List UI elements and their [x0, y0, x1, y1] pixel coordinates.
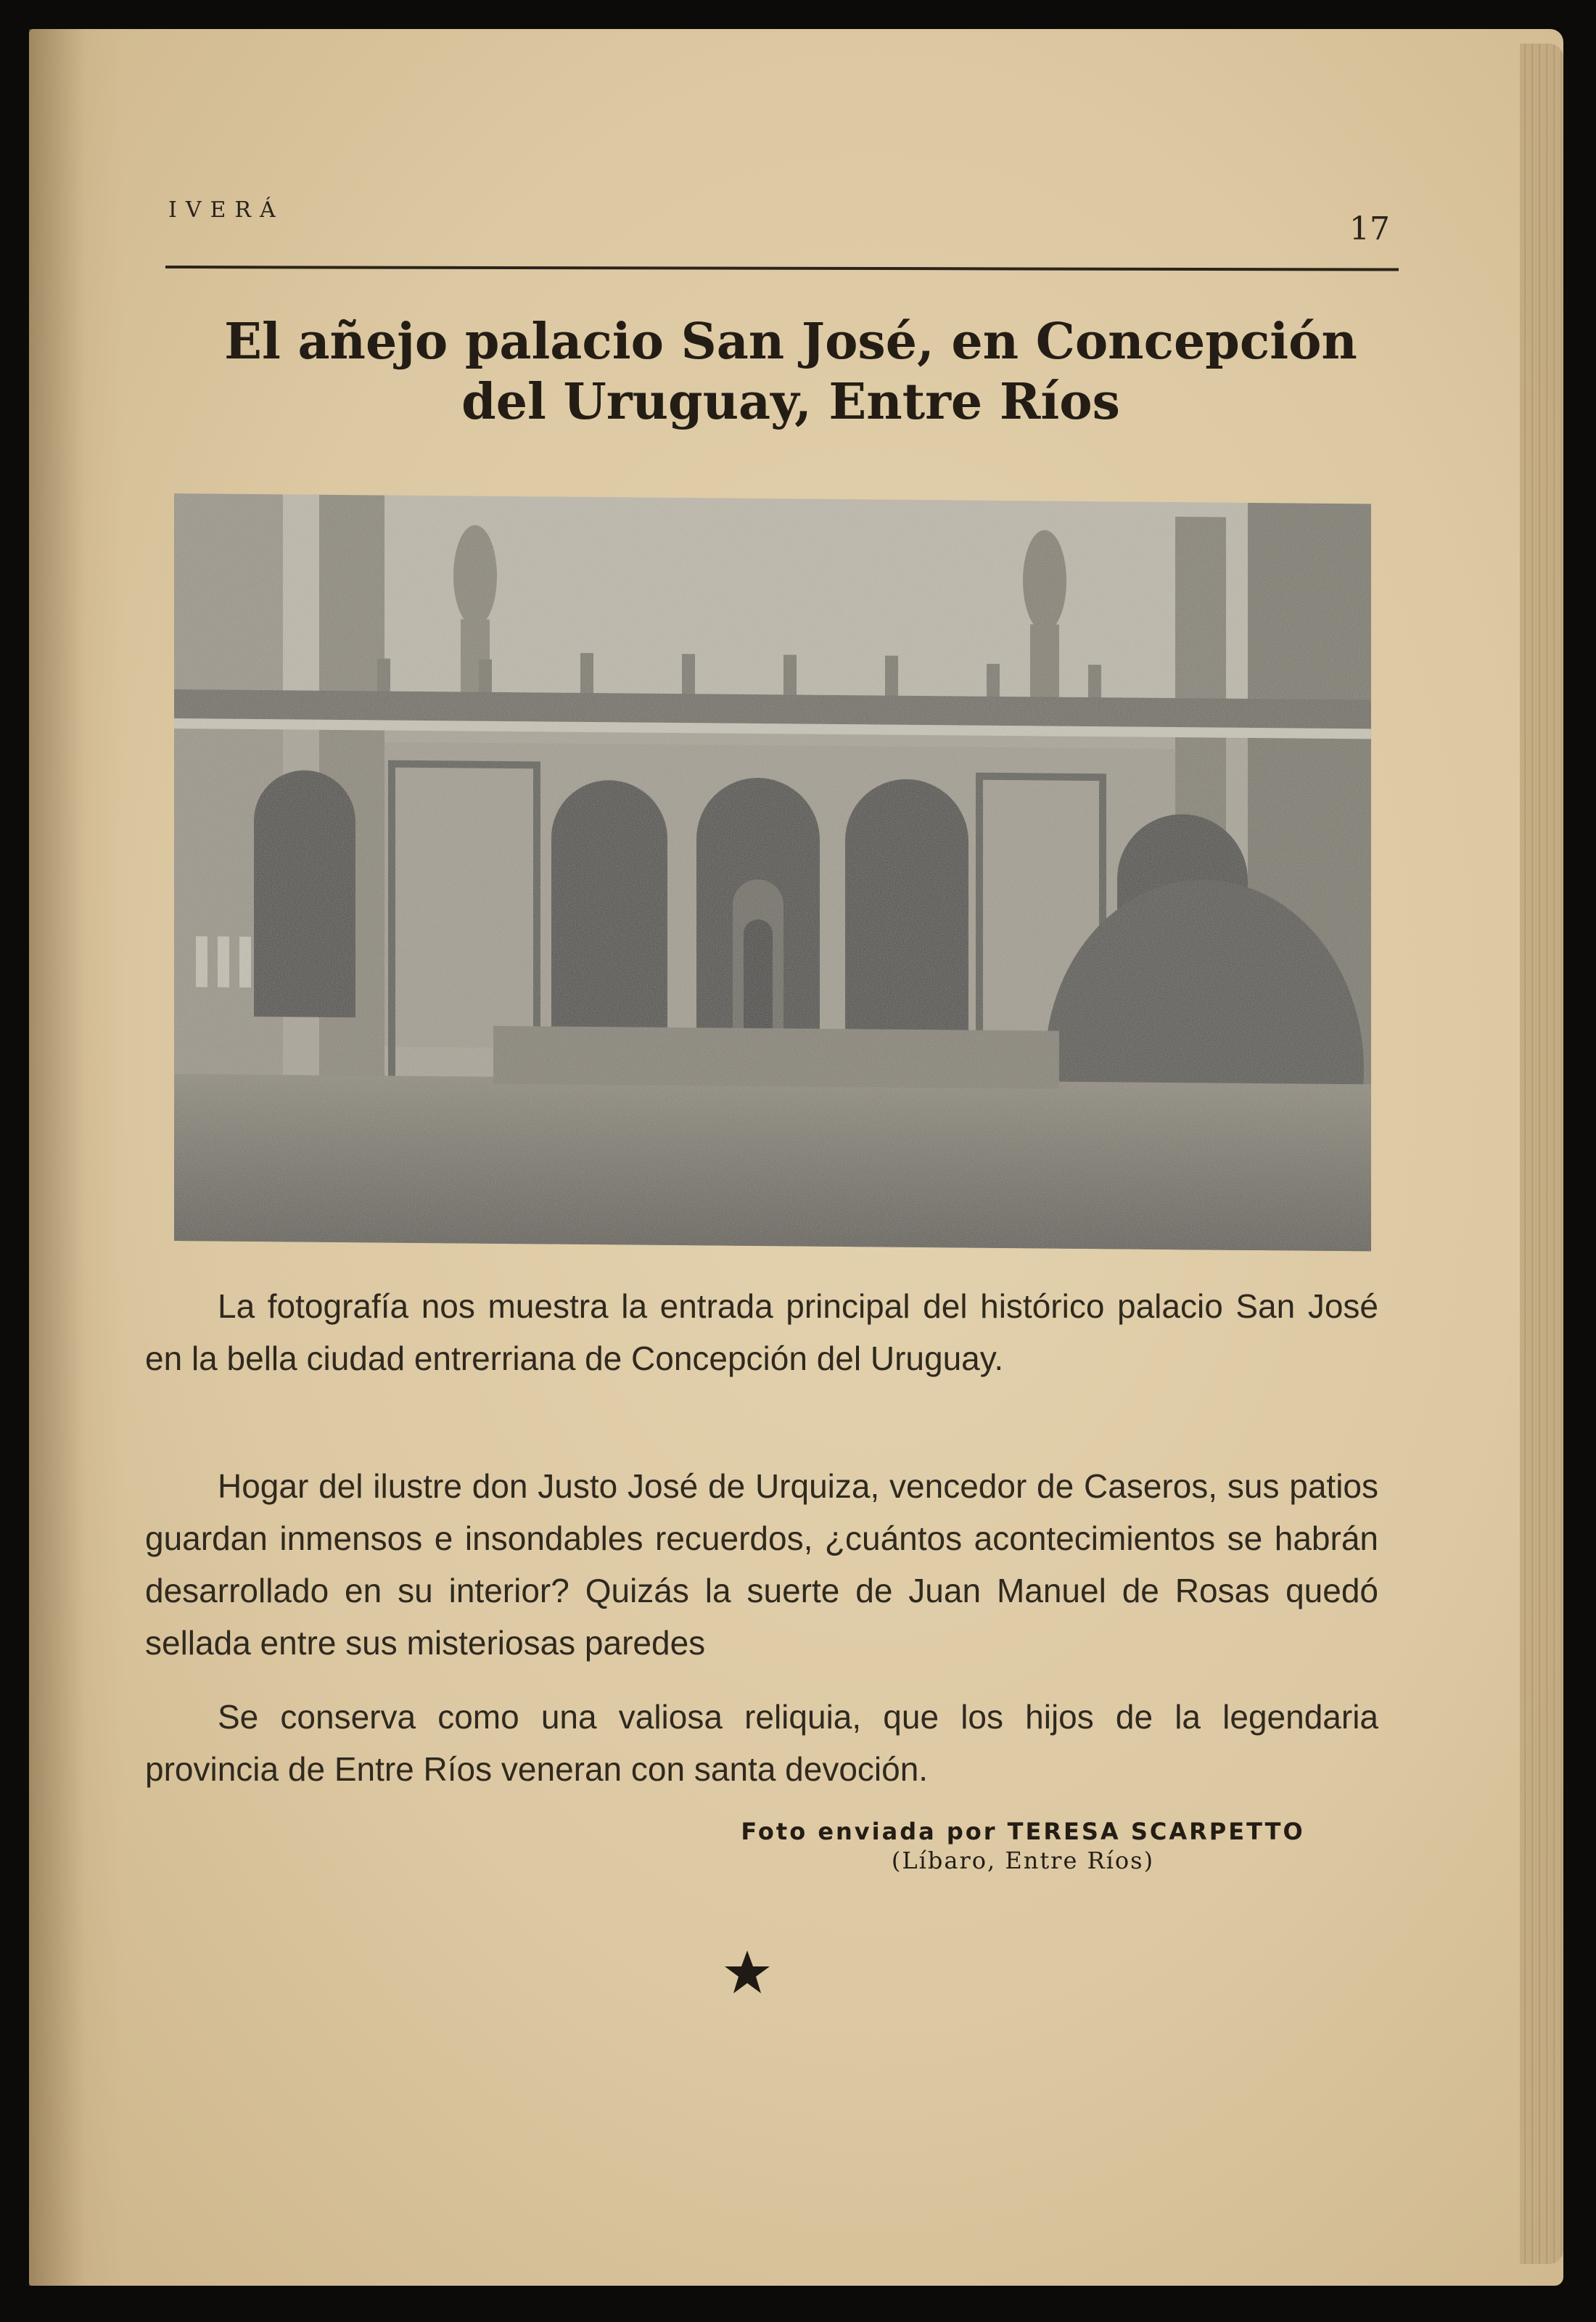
paragraph-1: La fotografía nos muestra la entrada principal del histórico palacio San José en la bella ciudad entrerriana de Concepción del Uruguay.	[145, 1287, 1378, 1377]
credit-place: (Líbaro, Entre Ríos)	[891, 1847, 1155, 1874]
photo-credit	[638, 1818, 1407, 1874]
title-line-1: El añejo palacio San José, en Concepción	[224, 313, 1357, 371]
page-number: 17	[1349, 210, 1390, 247]
title-line-2: del Uruguay, Entre Ríos	[461, 372, 1120, 431]
palace-photo-illustration	[174, 493, 1371, 1251]
credit-line: Foto enviada por TERESA SCARPETTO	[741, 1818, 1305, 1845]
gutter-shadow	[29, 29, 123, 2286]
running-head: IVERÁ	[168, 197, 284, 223]
star-icon	[722, 1948, 773, 1998]
paragraph-3: Se conserva como una valiosa reliquia, que los hijos de la legendaria provincia de Entre Ríos veneran con santa devoción.	[145, 1698, 1378, 1788]
palace-photo	[174, 493, 1371, 1251]
page-edge	[1520, 44, 1563, 2264]
paragraph-2: Hogar del ilustre don Justo José de Urquiza, vencedor de Caseros, sus patios guardan inmensos e insondables recuerdos, ¿cuántos acontecimientos se habrán desarrollado en su interior? Quizás la suerte de Juan Manuel de Rosas quedó sellada entre sus misteriosas paredes	[145, 1467, 1378, 1662]
article-title	[203, 312, 1378, 432]
